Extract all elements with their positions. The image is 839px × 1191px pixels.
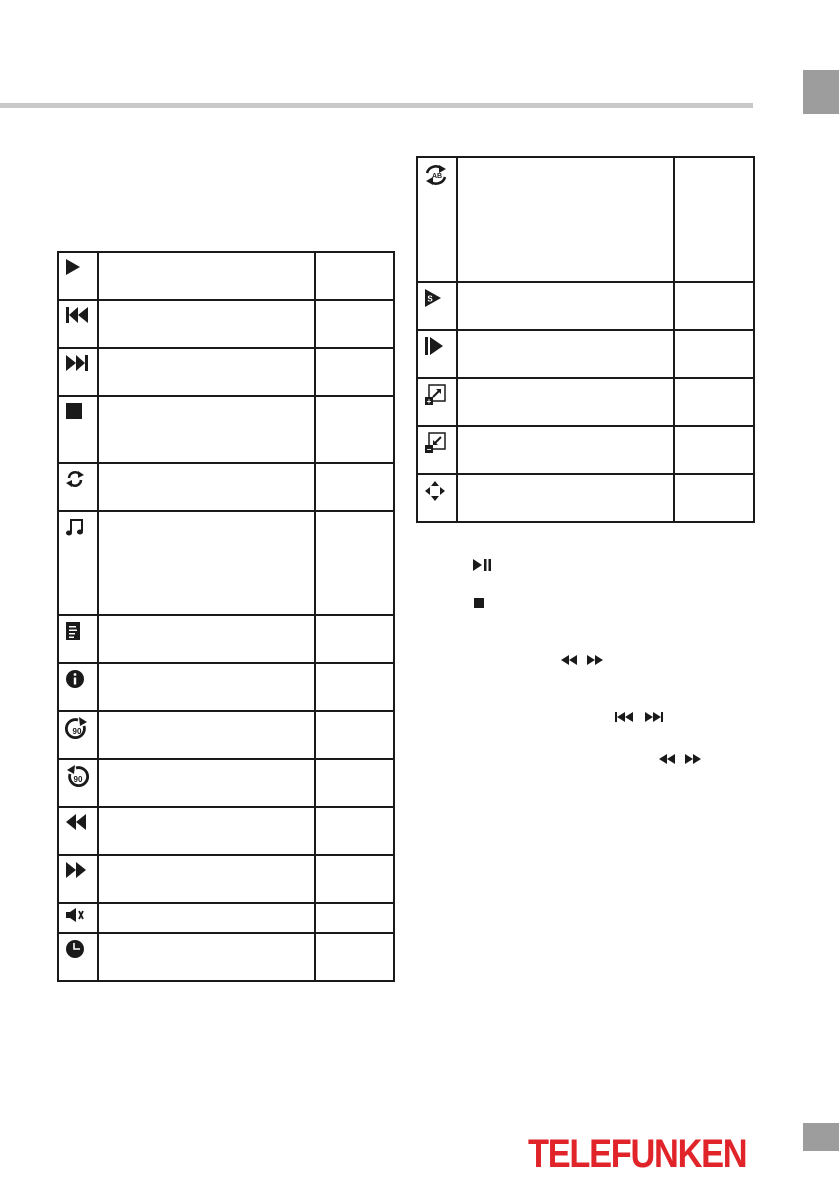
- button-cell: [315, 759, 394, 807]
- slideshow-label: S: [427, 294, 433, 304]
- rewind-forward-icon: [559, 654, 607, 666]
- description-cell: [457, 474, 674, 522]
- table-row: [58, 463, 394, 511]
- rotate-label: 90: [72, 727, 82, 736]
- fast-rewind-icon: [65, 813, 87, 831]
- rotate-label: 90: [73, 775, 83, 784]
- icon-cell: [58, 759, 98, 807]
- icon-cell: [58, 463, 98, 511]
- icon-cell: [417, 330, 457, 378]
- table-row: [58, 511, 394, 615]
- step-play-icon: [424, 336, 444, 356]
- zoom-out-icon: [424, 432, 446, 454]
- description-cell: [98, 903, 315, 933]
- zoom-in-label: +: [426, 397, 432, 406]
- repeat-ab-icon: [424, 163, 448, 187]
- icon-table-left: [57, 251, 395, 982]
- page-number-tab: [803, 1123, 839, 1151]
- button-cell: [315, 711, 394, 759]
- table-row: [58, 300, 394, 348]
- table-row: [58, 903, 394, 933]
- description-cell: [457, 378, 674, 426]
- icon-cell: [417, 426, 457, 474]
- mute-icon: [65, 907, 85, 923]
- table-row: [58, 855, 394, 903]
- description-cell: [457, 282, 674, 330]
- description-cell: [457, 157, 674, 282]
- description-cell: [98, 711, 315, 759]
- button-cell: [315, 300, 394, 348]
- button-cell: [674, 378, 754, 426]
- icon-cell: [58, 511, 98, 615]
- icon-cell: [58, 252, 98, 300]
- button-cell: [315, 855, 394, 903]
- button-cell: [315, 348, 394, 396]
- table-row: [417, 474, 754, 522]
- table-row: [417, 157, 754, 282]
- description-cell: [98, 463, 315, 511]
- button-cell: [315, 663, 394, 711]
- description-cell: [98, 252, 315, 300]
- ab-label: AB: [431, 173, 443, 180]
- button-cell: [315, 903, 394, 933]
- table-row: [417, 330, 754, 378]
- description-cell: [98, 615, 315, 663]
- button-cell: [315, 933, 394, 981]
- play-icon: [65, 258, 81, 276]
- button-cell: [315, 396, 394, 463]
- description-cell: [457, 426, 674, 474]
- document-icon: [65, 621, 81, 641]
- icon-cell: [58, 855, 98, 903]
- play-pause-icon: [472, 558, 492, 572]
- table-row: [58, 759, 394, 807]
- button-cell: [315, 252, 394, 300]
- description-cell: [98, 511, 315, 615]
- icon-cell: [58, 711, 98, 759]
- fast-forward-icon: [65, 861, 87, 879]
- zoom-out-label: −: [426, 445, 432, 454]
- table-row: [417, 282, 754, 330]
- button-cell: [674, 474, 754, 522]
- icon-cell: [58, 396, 98, 463]
- stop-icon: [65, 402, 83, 420]
- brand-logo: TELEFUNKEN: [528, 1132, 747, 1176]
- button-cell: [315, 807, 394, 855]
- button-cell: [674, 282, 754, 330]
- table-row: [58, 615, 394, 663]
- description-cell: [98, 807, 315, 855]
- table-row: [58, 252, 394, 300]
- previous-next-icon: [614, 711, 666, 723]
- description-cell: [98, 300, 315, 348]
- table-row: [58, 396, 394, 463]
- icon-cell: [417, 282, 457, 330]
- table-row: [417, 426, 754, 474]
- icon-cell: [58, 300, 98, 348]
- rewind-forward-icon: [657, 753, 705, 765]
- button-cell: [674, 157, 754, 282]
- repeat-icon: [65, 469, 85, 489]
- icon-cell: [58, 807, 98, 855]
- icon-cell: [417, 157, 457, 282]
- description-cell: [98, 663, 315, 711]
- skip-previous-icon: [65, 306, 89, 324]
- icon-cell: [58, 933, 98, 981]
- table-row: [58, 807, 394, 855]
- icon-cell: [417, 378, 457, 426]
- button-cell: [315, 511, 394, 615]
- icon-table-right: [416, 156, 755, 523]
- stop-icon: [473, 597, 485, 609]
- button-cell: [674, 330, 754, 378]
- slideshow-icon: [424, 288, 442, 308]
- clock-icon: [65, 939, 85, 959]
- table-row: [58, 348, 394, 396]
- zoom-in-icon: [424, 384, 446, 406]
- icon-cell: [58, 348, 98, 396]
- description-cell: [98, 855, 315, 903]
- info-icon: [65, 669, 85, 689]
- button-cell: [315, 463, 394, 511]
- move-arrows-icon: [424, 480, 446, 502]
- button-cell: [315, 615, 394, 663]
- rotate-clockwise-90-icon: [65, 717, 89, 741]
- section-tab: [803, 70, 839, 114]
- icon-cell: [58, 663, 98, 711]
- icon-cell: [58, 903, 98, 933]
- skip-next-icon: [65, 354, 89, 372]
- table-row: [58, 711, 394, 759]
- rotate-counterclockwise-90-icon: [65, 765, 89, 789]
- table-row: [58, 933, 394, 981]
- music-note-icon: [65, 517, 85, 537]
- description-cell: [98, 348, 315, 396]
- button-cell: [674, 426, 754, 474]
- table-row: [58, 663, 394, 711]
- description-cell: [98, 933, 315, 981]
- table-row: [417, 378, 754, 426]
- description-cell: [98, 759, 315, 807]
- icon-cell: [417, 474, 457, 522]
- header-rule: [0, 103, 753, 108]
- description-cell: [457, 330, 674, 378]
- description-cell: [98, 396, 315, 463]
- icon-cell: [58, 615, 98, 663]
